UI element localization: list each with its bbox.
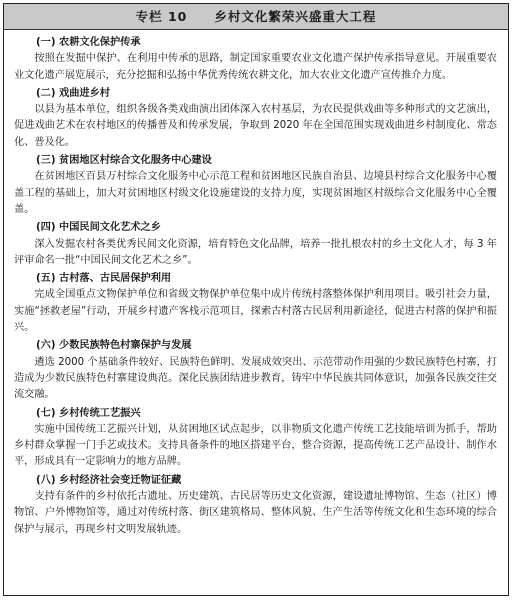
section-paragraph: 完成全国重点文物保护单位和省级文物保护单位集中成片传统村落整体保护利用项目。吸引社会力量，实施“拯救老屋”行动，开展乡村遗产客栈示范项目，探索古村落古民居利用新途径，促进古村落的保护和振兴。 [14, 289, 497, 334]
section-title: (六) 少数民族特色村寨保护与发展 [36, 340, 192, 352]
box-header [4, 4, 508, 30]
section-title: (五) 古村落、古民居保护利用 [36, 273, 172, 285]
section-6 [14, 338, 497, 403]
section-5 [14, 271, 497, 336]
section-1 [14, 35, 497, 84]
section-title: (二) 戏曲进乡村 [36, 87, 110, 99]
section-paragraph: 支持有条件的乡村依托古遗址、历史建筑、古民居等历史文化资源，建设遗址博物馆、生态（社区）博物馆、户外博物馆等，通过对传统村落、街区建筑格局、整体风貌、生产生活等传统文化和生态环境的综合保护与展示，再现乡村文明发展轨迹。 [14, 491, 497, 535]
section-4 [14, 220, 497, 269]
section-8 [14, 473, 497, 538]
section-paragraph: 深入发掘农村各类优秀民间文化资源，培育特色文化品牌，培养一批扎根农村的乡土文化人才，每 3 年评审命名一批“中国民间文化艺术之乡”。 [14, 238, 497, 266]
section-title: (八) 乡村经济社会变迁物证征藏 [36, 474, 182, 486]
feature-box [3, 3, 509, 596]
section-paragraph: 在贫困地区百县万村综合文化服务中心示范工程和贫困地区民族自治县、边境县村综合文化服务中心覆盖工程的基础上，加大对贫困地区村级文化设施建设的支持力度，实现贫困地区村级综合文化服务中心全覆盖。 [14, 171, 497, 215]
section-3 [14, 153, 497, 218]
section-paragraph: 遴选 2000 个基础条件较好、民族特色鲜明、发展成效突出、示范带动作用强的少数民族特色村寨，打造成为少数民族特色村寨建设典范。深化民族团结进步教育，铸牢中华民族共同体意识，加强各民族交往交流交融。 [14, 356, 497, 401]
section-title: (三) 贫困地区村综合文化服务中心建设 [36, 155, 212, 167]
section-7 [14, 406, 497, 471]
box-title: 专栏 10 乡村文化繁荣兴盛重大工程 [135, 9, 377, 24]
section-paragraph: 以县为基本单位，组织各级各类戏曲演出团体深入农村基层，为农民提供戏曲等多种形式的文艺演出，促进戏曲艺术在农村地区的传播普及和传承发展，争取到 2020 年在全国范围实现戏曲进乡村制度化、常态化、普及化。 [14, 104, 497, 148]
section-paragraph: 实施中国传统工艺振兴计划，从贫困地区试点起步，以非物质文化遗产传统工艺技能培训为抓手，帮助乡村群众掌握一门手艺或技术。支持具备条件的地区搭建平台，整合资源，提高传统工艺产品设计、制作水平，形成具有一定影响力的地方品牌。 [14, 423, 497, 468]
section-title: (四) 中国民间文化艺术之乡 [36, 222, 161, 234]
section-title: (七) 乡村传统工艺振兴 [36, 407, 141, 419]
section-2 [14, 86, 497, 151]
section-paragraph: 按照在发掘中保护、在利用中传承的思路，制定国家重要农业文化遗产保护传承指导意见。开展重要农业文化遗产展览展示，充分挖掘和弘扬中华优秀传统农耕文化，加大农业文化遗产宣传推介力度。 [14, 53, 497, 81]
section-title: (一) 农耕文化保护传承 [36, 37, 141, 48]
box-content [4, 30, 508, 538]
